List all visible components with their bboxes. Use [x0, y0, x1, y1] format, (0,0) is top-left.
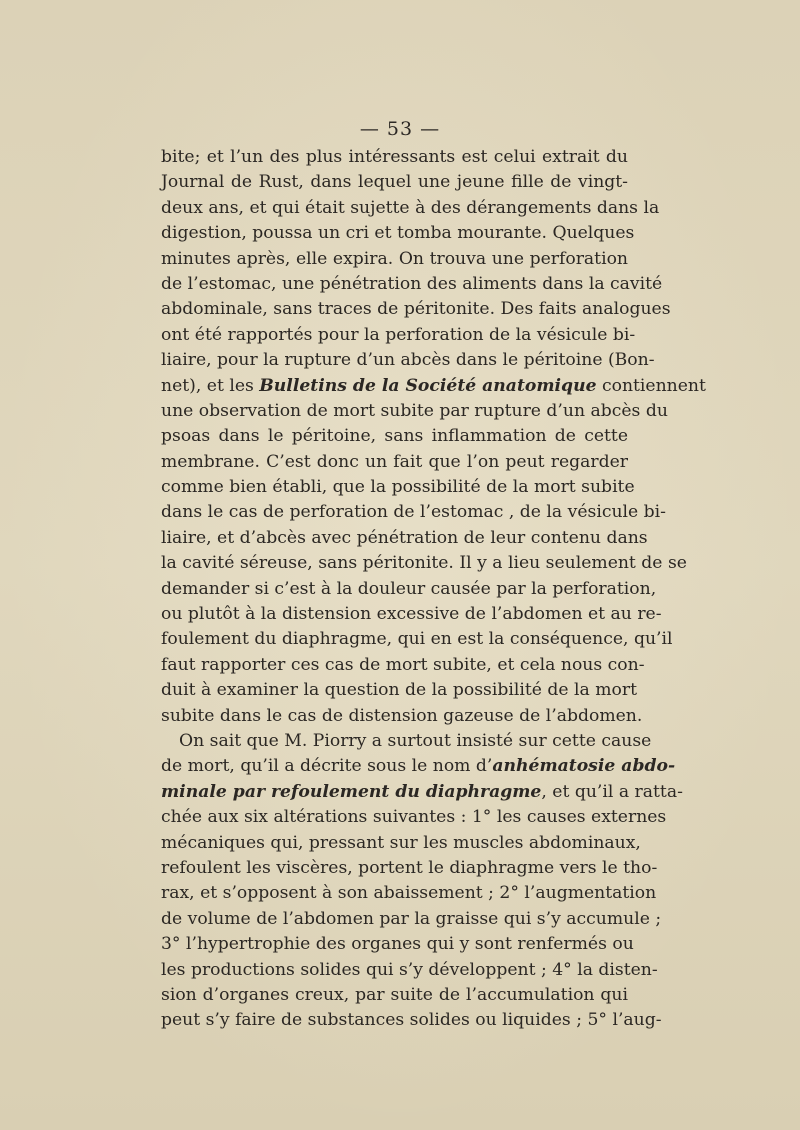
- text-line: [161, 1008, 662, 1033]
- text-line: [161, 983, 628, 1008]
- italic-title: Bulletins de la Société anatomique: [259, 375, 597, 396]
- text-run: contiennent: [596, 375, 706, 396]
- text-run: duit à examiner la question de la possibilité de la mort: [161, 680, 638, 701]
- text-run: minutes après, elle expira. On trouva une perforation: [161, 248, 628, 269]
- text-run: , et qu’il a ratta-: [541, 781, 683, 802]
- text-line: [161, 475, 635, 500]
- text-run: la cavité séreuse, sans péritonite. Il y a lieu seulement de se: [161, 553, 687, 574]
- text-line: [161, 272, 663, 297]
- text-line: [161, 399, 668, 424]
- text-run: peut s’y faire de substances solides ou liquides ; 5° l’aug-: [161, 1010, 662, 1031]
- text-line: [161, 805, 667, 830]
- text-run: faut rapporter ces cas de mort subite, et cela nous con-: [161, 654, 645, 675]
- text-run: rax, et s’opposent à son abaissement ; 2° l’augmentation: [161, 883, 657, 904]
- text-run: membrane. C’est donc un fait que l’on peut regarder: [161, 451, 628, 472]
- text-line: [161, 577, 657, 602]
- text-line: [161, 450, 628, 475]
- text-run: de volume de l’abdomen par la graisse qui s’y accumule ;: [161, 908, 662, 929]
- text-run: chée aux six altérations suivantes : 1° les causes externes: [161, 807, 667, 828]
- text-run: comme bien établi, que la possibilité de la mort subite: [161, 477, 635, 498]
- text-run: net), et les: [161, 375, 260, 396]
- paragraph: [161, 145, 706, 729]
- text-line: [161, 323, 636, 348]
- body-text: [161, 145, 706, 1034]
- text-run: les productions solides qui s’y développent ; 4° la disten-: [161, 959, 658, 980]
- text-run: sion d’organes creux, par suite de l’accumulation qui: [161, 984, 628, 1005]
- text-line: [161, 424, 628, 449]
- text-run: On sait que M. Piorry a surtout insisté sur cette cause: [179, 730, 652, 751]
- text-run: subite dans le cas de distension gazeuse de l’abdomen.: [161, 705, 643, 726]
- text-run: de l’estomac, une pénétration des aliments dans la cavité: [161, 273, 663, 294]
- text-run: digestion, poussa un cri et tomba mourante. Quelques: [161, 223, 635, 244]
- page-number: — 53 —: [359, 118, 441, 140]
- text-run: Journal de Rust, dans lequel une jeune fille de vingt-: [161, 172, 628, 193]
- text-run: une observation de mort subite par rupture d’un abcès du: [161, 400, 668, 421]
- text-line: [161, 831, 641, 856]
- text-line: [161, 958, 658, 983]
- text-line: [161, 856, 658, 881]
- text-run: dans le cas de perforation de l’estomac , de la vésicule bi-: [161, 502, 666, 523]
- text-run: deux ans, et qui était sujette à des dérangements dans la: [161, 197, 660, 218]
- text-line: [161, 602, 662, 627]
- text-line: [161, 627, 673, 652]
- text-run: ont été rapportés pour la perforation de la vésicule bi-: [161, 324, 636, 345]
- italic-title: anhématosie abdo-: [492, 756, 676, 777]
- text-line: [161, 500, 666, 525]
- text-line: [161, 754, 676, 779]
- text-line: [161, 145, 628, 170]
- paragraph: [161, 729, 683, 1034]
- text-line: [161, 780, 683, 805]
- text-line: [161, 196, 660, 221]
- text-line: [161, 729, 652, 754]
- italic-title: minale par refoulement du diaphragme: [161, 781, 542, 802]
- text-run: demander si c’est à la douleur causée par la perforation,: [161, 578, 657, 599]
- text-run: ou plutôt à la distension excessive de l’abdomen et au re-: [161, 604, 662, 625]
- text-run: liaire, pour la rupture d’un abcès dans le péritoine (Bon-: [161, 350, 655, 371]
- text-line: [161, 170, 628, 195]
- text-line: [161, 907, 662, 932]
- text-run: foulement du diaphragme, qui en est la conséquence, qu’il: [161, 629, 673, 650]
- text-line: [161, 297, 671, 322]
- text-line: [161, 247, 628, 272]
- text-run: psoas dans le péritoine, sans inflammation de cette: [161, 426, 628, 447]
- text-line: [161, 678, 638, 703]
- text-line: [161, 653, 645, 678]
- text-line: [161, 551, 687, 576]
- text-run: mécaniques qui, pressant sur les muscles abdominaux,: [161, 832, 641, 853]
- text-line: [161, 348, 655, 373]
- text-line: [161, 221, 635, 246]
- text-run: bite; et l’un des plus intéressants est celui extrait du: [161, 147, 628, 167]
- text-run: refoulent les viscères, portent le diaphragme vers le tho-: [161, 857, 658, 878]
- text-line: [161, 374, 706, 399]
- text-run: de mort, qu’il a décrite sous le nom d’: [161, 756, 493, 777]
- text-run: abdominale, sans traces de péritonite. Des faits analogues: [161, 299, 671, 320]
- text-line: [161, 704, 643, 729]
- text-line: [161, 932, 634, 957]
- text-line: [161, 881, 657, 906]
- text-run: 3° l’hypertrophie des organes qui y sont renfermés ou: [161, 934, 634, 955]
- text-run: liaire, et d’abcès avec pénétration de leur contenu dans: [161, 527, 648, 548]
- text-line: [161, 526, 648, 551]
